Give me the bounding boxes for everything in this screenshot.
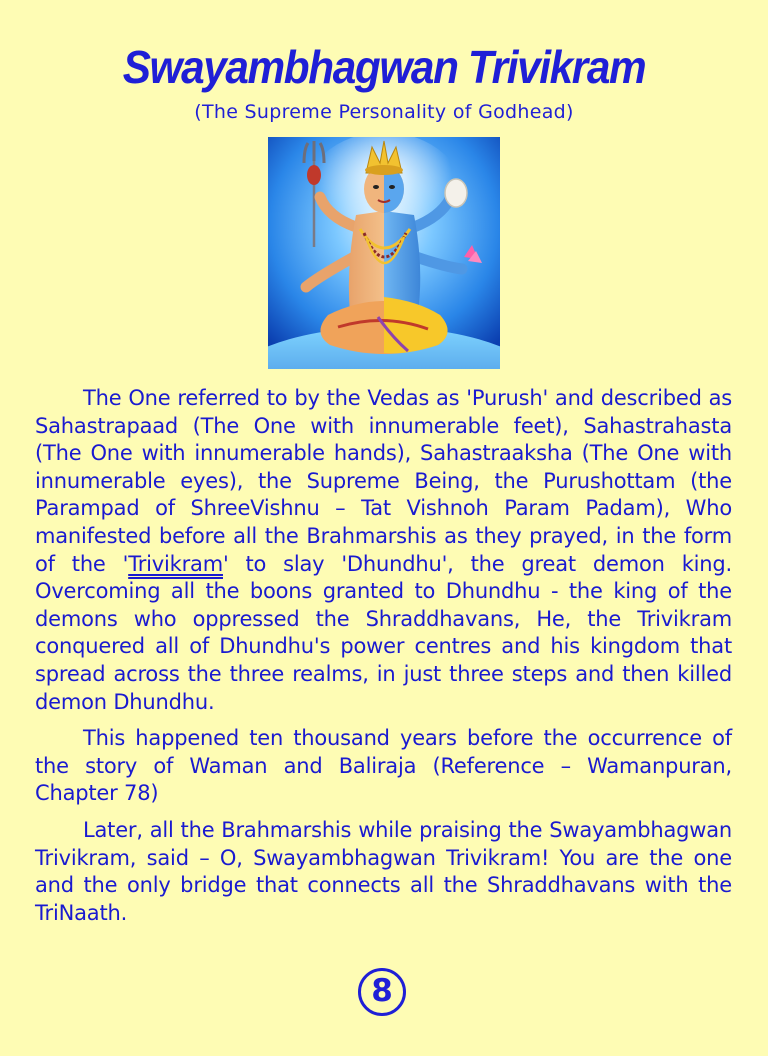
paragraph-1 xyxy=(35,385,732,716)
page-title: Swayambhagwan Trivikram xyxy=(122,41,646,93)
paragraph-2: This happened ten thousand years before the occurrence of the story of Waman and Baliraja (Reference – Wamanpuran, Chapter 78) xyxy=(35,726,732,806)
paragraph-1-end: ' to slay 'Dhundhu', the great demon king. Overcoming all the boons granted to Dhundhu - the king of the demons who oppressed the Shraddhavans, He, the Trivikram conquered all of Dhundhu's power centres and his kingdom that spread across the three realms, in just three steps and then killed demon Dhundhu. xyxy=(35,551,733,714)
deity-illustration xyxy=(268,137,500,369)
page-subtitle: (The Supreme Personality of Godhead) xyxy=(194,101,574,123)
paragraph-1-start: The One referred to by the Vedas as 'Purush' and described as Sahastrapaad (The One with innumerable feet), Sahastrahasta (The One with innumerable hands), Sahastraaksha (The One with innumerable eyes), the Supreme Being, the Purushottam (the Parampad of ShreeVishnu – Tat Vishnoh Param Padam), Who manifested before all the Brahmarshis as they prayed, in the form of the ' xyxy=(35,386,732,576)
body-text xyxy=(35,385,732,936)
paragraph-3: Later, all the Brahmarshis while praising the Swayambhagwan Trivikram, said – O, Swayambhagwan Trivikram! You are the one and the only bridge that connects all the Shraddhavans with the TriNaath. xyxy=(35,817,732,925)
trivikram-link[interactable]: Trivikram xyxy=(128,551,223,576)
page-number: 8 xyxy=(358,968,406,1016)
